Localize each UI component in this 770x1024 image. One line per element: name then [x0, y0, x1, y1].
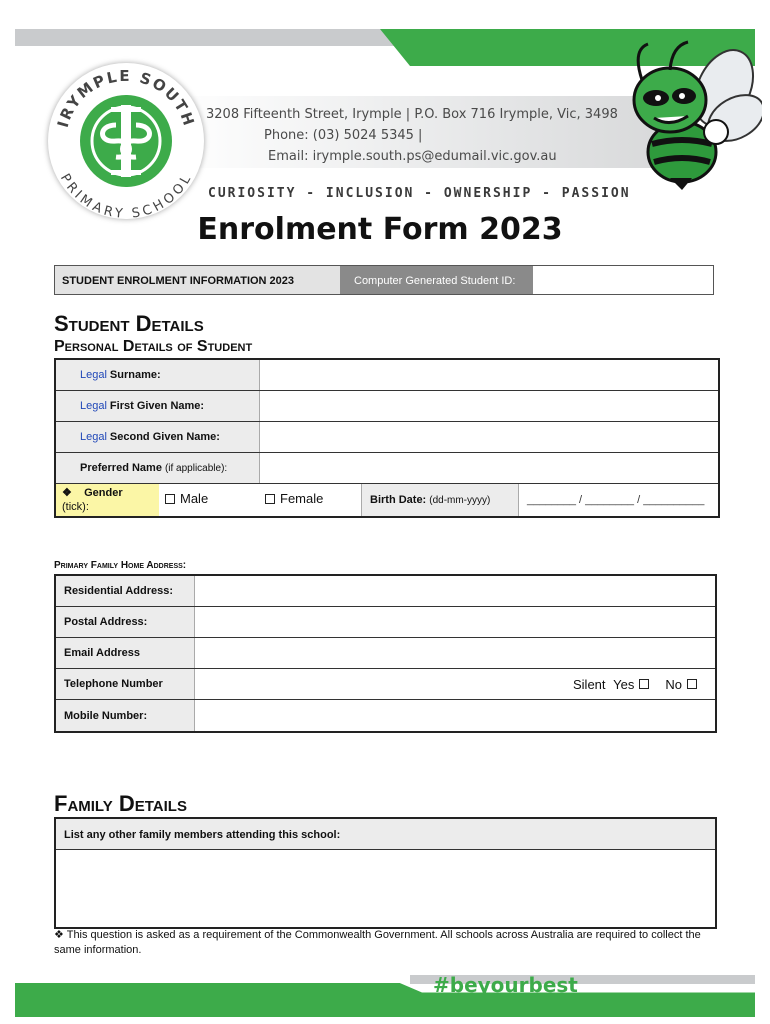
residential-field[interactable]	[194, 576, 715, 606]
personal-details-heading: Personal Details of Student	[54, 338, 253, 355]
mobile-field[interactable]	[194, 700, 715, 731]
family-members-field[interactable]	[56, 850, 715, 927]
school-logo	[48, 63, 204, 219]
logo-ring-top-text: IRYMPLE SOUTH	[53, 66, 199, 130]
preferred-name-note: (if applicable):	[164, 462, 228, 474]
mobile-row	[56, 700, 715, 731]
postal-label: Postal Address:	[56, 607, 194, 637]
family-details-table	[54, 817, 717, 929]
male-label: Male	[180, 491, 209, 506]
personal-details-table	[54, 358, 720, 518]
student-details-heading: Student Details	[54, 311, 204, 336]
second-name-label-cell	[56, 422, 259, 452]
legal-prefix: Legal	[80, 400, 107, 412]
diamond-marker-icon: ❖	[62, 487, 72, 499]
silent-yes-checkbox[interactable]	[639, 679, 649, 689]
silent-yes-label: Yes	[613, 676, 635, 692]
home-address-table	[54, 574, 717, 733]
male-checkbox[interactable]	[165, 494, 175, 504]
school-phone: Phone: (03) 5024 5345 |	[264, 128, 423, 143]
family-details-heading: Family Details	[54, 791, 187, 816]
footer-hashtag: #beyourbest	[433, 973, 578, 997]
preferred-name-row	[56, 453, 718, 484]
hornet-mascot-icon	[612, 40, 762, 190]
preferred-name-label: Preferred Name	[80, 462, 162, 474]
enrolment-info-bar	[54, 265, 714, 295]
surname-row	[56, 360, 718, 391]
gender-tick-note: (tick):	[62, 501, 89, 513]
postal-field[interactable]	[194, 607, 715, 637]
preferred-name-label-cell	[56, 453, 259, 483]
footer-band-green	[15, 983, 755, 1017]
family-members-prompt: List any other family members attending this school:	[56, 819, 715, 850]
logo-emblem	[80, 95, 172, 187]
legal-prefix: Legal	[80, 369, 107, 381]
email-field[interactable]	[194, 638, 715, 668]
telephone-field[interactable]	[194, 669, 715, 699]
student-id-label: Computer Generated Student ID:	[340, 266, 533, 294]
school-address: 3208 Fifteenth Street, Irymple | P.O. Box 716 Irymple, Vic, 3498	[206, 107, 618, 122]
second-name-row	[56, 422, 718, 453]
first-name-field[interactable]	[259, 391, 718, 421]
surname-label-cell	[56, 360, 259, 390]
birth-date-label: Birth Date:	[370, 494, 427, 506]
school-email: Email: irymple.south.ps@edumail.vic.gov.au	[268, 149, 557, 164]
school-values: CURIOSITY - INCLUSION - OWNERSHIP - PASSION	[208, 186, 631, 201]
telephone-label: Telephone Number	[56, 669, 194, 699]
second-name-field[interactable]	[259, 422, 718, 452]
surname-field[interactable]	[259, 360, 718, 390]
enrolment-info-label: STUDENT ENROLMENT INFORMATION 2023	[55, 266, 340, 294]
female-label: Female	[280, 491, 324, 506]
telephone-row	[56, 669, 715, 700]
preferred-name-field[interactable]	[259, 453, 718, 483]
birth-date-format: (dd-mm-yyyy)	[429, 494, 491, 506]
female-checkbox[interactable]	[265, 494, 275, 504]
gender-birthdate-row	[56, 484, 718, 516]
surname-label: Surname:	[109, 369, 161, 381]
gender-male-option[interactable]	[159, 484, 259, 516]
birth-date-label-cell	[361, 484, 518, 516]
gender-label: Gender	[84, 487, 123, 499]
home-address-heading: Primary Family Home Address:	[54, 560, 187, 571]
silent-no-label: No	[665, 676, 682, 692]
logo-ring-bottom-text: PRIMARY SCHOOL	[56, 171, 196, 219]
gender-female-option[interactable]	[259, 484, 359, 516]
gender-label-cell	[56, 484, 159, 516]
first-name-label: First Given Name:	[109, 400, 205, 412]
email-row	[56, 638, 715, 669]
student-id-field[interactable]	[533, 266, 713, 294]
postal-row	[56, 607, 715, 638]
email-label: Email Address	[56, 638, 194, 668]
mobile-label: Mobile Number:	[56, 700, 194, 731]
commonwealth-footnote: ❖ This question is asked as a requirement of the Commonwealth Government. All schools across Australia are required to collect the same information.	[54, 929, 701, 956]
birth-date-field[interactable]: ________ / ________ / __________	[518, 484, 718, 516]
second-name-label: Second Given Name:	[109, 431, 220, 443]
first-name-label-cell	[56, 391, 259, 421]
page-title: Enrolment Form 2023	[197, 212, 563, 247]
residential-row	[56, 576, 715, 607]
silent-no-checkbox[interactable]	[687, 679, 697, 689]
silent-label: Silent	[573, 676, 606, 692]
legal-prefix: Legal	[80, 431, 107, 443]
logo-monogram-icon	[80, 95, 172, 187]
first-name-row	[56, 391, 718, 422]
residential-label: Residential Address:	[56, 576, 194, 606]
school-contact	[206, 104, 626, 167]
